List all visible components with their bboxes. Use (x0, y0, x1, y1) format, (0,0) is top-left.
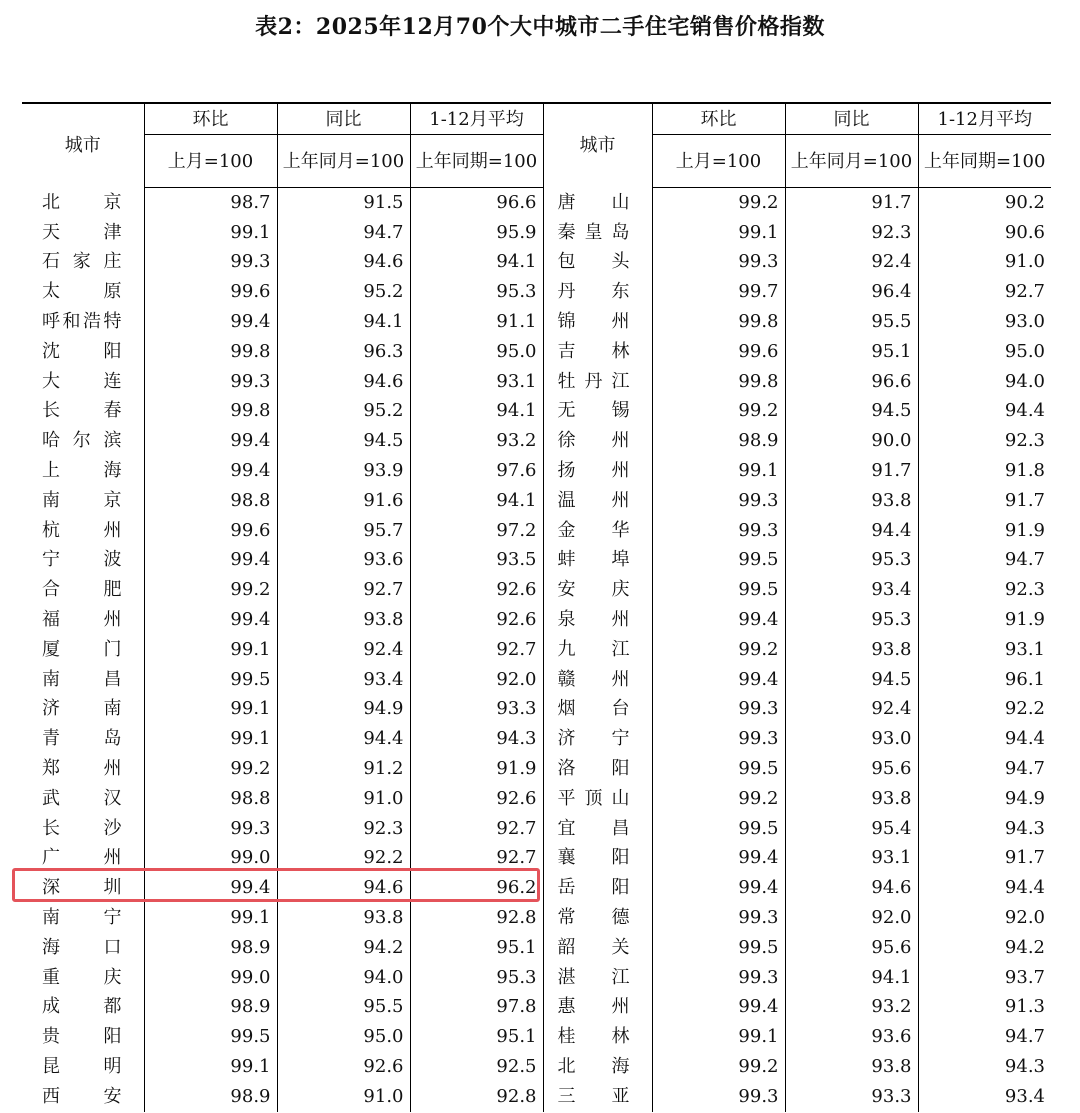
value-avg: 91.7 (918, 844, 1051, 874)
value-yoy: 95.3 (785, 546, 918, 576)
header-city-left: 城市 (22, 103, 144, 188)
value-avg: 90.6 (918, 218, 1051, 248)
value-mom: 99.3 (144, 248, 277, 278)
value-yoy: 91.7 (785, 188, 918, 218)
value-avg: 93.3 (410, 695, 543, 725)
value-yoy: 94.6 (277, 367, 410, 397)
value-mom: 99.1 (144, 1052, 277, 1082)
value-avg: 92.7 (410, 844, 543, 874)
value-avg: 94.3 (410, 724, 543, 754)
city-name: 青岛 (42, 728, 122, 750)
value-avg: 93.0 (918, 307, 1051, 337)
table-row (22, 426, 1051, 456)
value-yoy: 91.2 (277, 754, 410, 784)
city-name: 三亚 (543, 1082, 652, 1112)
value-avg: 92.0 (918, 903, 1051, 933)
city-name: 惠州 (543, 993, 652, 1023)
city-name: 金华 (543, 516, 652, 546)
city-name: 蚌埠 (543, 546, 652, 576)
table-row (22, 724, 1051, 754)
table-row (22, 903, 1051, 933)
value-yoy: 95.3 (785, 605, 918, 635)
value-avg: 95.3 (410, 277, 543, 307)
table-row (22, 635, 1051, 665)
value-mom: 99.8 (144, 337, 277, 367)
value-avg: 94.3 (918, 814, 1051, 844)
value-avg: 95.1 (410, 1022, 543, 1052)
value-avg: 94.9 (918, 784, 1051, 814)
value-mom: 98.9 (144, 933, 277, 963)
value-yoy: 96.3 (277, 337, 410, 367)
value-avg: 94.4 (918, 724, 1051, 754)
value-avg: 97.2 (410, 516, 543, 546)
value-avg: 92.5 (410, 1052, 543, 1082)
value-yoy: 95.4 (785, 814, 918, 844)
city-name: 哈尔滨 (42, 430, 122, 452)
value-mom: 99.4 (144, 456, 277, 486)
value-mom: 98.9 (652, 426, 785, 456)
city-name: 湛江 (543, 963, 652, 993)
value-yoy: 93.2 (785, 993, 918, 1023)
value-avg: 90.2 (918, 188, 1051, 218)
value-yoy: 96.4 (785, 277, 918, 307)
value-mom: 99.5 (652, 814, 785, 844)
price-index-table (22, 102, 1051, 1112)
value-yoy: 92.3 (277, 814, 410, 844)
value-mom: 99.3 (144, 367, 277, 397)
value-avg: 92.6 (410, 784, 543, 814)
city-name: 温州 (543, 486, 652, 516)
value-avg: 91.1 (410, 307, 543, 337)
value-yoy: 94.5 (277, 426, 410, 456)
header-mom-base-left: 上月=100 (144, 135, 277, 188)
value-yoy: 91.6 (277, 486, 410, 516)
value-mom: 99.6 (144, 277, 277, 307)
value-avg: 92.7 (918, 277, 1051, 307)
value-avg: 96.2 (410, 873, 543, 903)
value-yoy: 91.0 (277, 1082, 410, 1112)
value-avg: 91.8 (918, 456, 1051, 486)
value-yoy: 95.1 (785, 337, 918, 367)
city-name: 宁波 (42, 549, 122, 571)
value-yoy: 92.0 (785, 903, 918, 933)
value-avg: 94.1 (410, 248, 543, 278)
value-mom: 98.9 (144, 1082, 277, 1112)
value-mom: 99.8 (652, 367, 785, 397)
value-avg: 92.7 (410, 635, 543, 665)
city-name: 贵阳 (42, 1026, 122, 1048)
value-yoy: 95.5 (277, 993, 410, 1023)
city-name: 包头 (543, 248, 652, 278)
value-yoy: 93.8 (277, 903, 410, 933)
table-title: 表2：2025年12月70个大中城市二手住宅销售价格指数 (255, 14, 825, 40)
value-yoy: 94.1 (277, 307, 410, 337)
city-name: 长春 (42, 400, 122, 422)
table-row (22, 784, 1051, 814)
city-name: 长沙 (42, 817, 122, 839)
value-avg: 94.4 (918, 397, 1051, 427)
value-avg: 93.2 (410, 426, 543, 456)
table-row (22, 575, 1051, 605)
value-mom: 99.3 (652, 1082, 785, 1112)
city-name: 宜昌 (543, 814, 652, 844)
value-avg: 95.3 (410, 963, 543, 993)
table-row (22, 337, 1051, 367)
header-avg-left: 1-12月平均 (410, 103, 543, 135)
value-mom: 99.1 (144, 903, 277, 933)
city-name: 北海 (543, 1052, 652, 1082)
value-avg: 93.1 (918, 635, 1051, 665)
value-yoy: 94.0 (277, 963, 410, 993)
city-name: 成都 (42, 996, 122, 1018)
value-yoy: 93.8 (785, 1052, 918, 1082)
value-yoy: 93.8 (785, 784, 918, 814)
value-mom: 99.1 (144, 724, 277, 754)
city-name: 济宁 (543, 724, 652, 754)
value-mom: 99.4 (144, 307, 277, 337)
table-row (22, 695, 1051, 725)
value-avg: 91.7 (918, 486, 1051, 516)
value-yoy: 93.8 (785, 486, 918, 516)
value-yoy: 93.0 (785, 724, 918, 754)
city-name: 桂林 (543, 1022, 652, 1052)
value-yoy: 92.3 (785, 218, 918, 248)
table-row (22, 188, 1051, 218)
value-yoy: 91.0 (277, 784, 410, 814)
value-yoy: 92.6 (277, 1052, 410, 1082)
value-yoy: 94.5 (785, 665, 918, 695)
value-avg: 92.3 (918, 575, 1051, 605)
value-yoy: 94.6 (785, 873, 918, 903)
city-name: 秦皇岛 (543, 218, 652, 248)
table-row (22, 486, 1051, 516)
value-mom: 99.1 (652, 456, 785, 486)
value-avg: 92.6 (410, 575, 543, 605)
table-row (22, 367, 1051, 397)
value-mom: 99.0 (144, 963, 277, 993)
value-avg: 91.9 (410, 754, 543, 784)
table-row (22, 605, 1051, 635)
header-yoy-left: 同比 (277, 103, 410, 135)
value-avg: 95.0 (410, 337, 543, 367)
value-avg: 97.6 (410, 456, 543, 486)
value-avg: 95.9 (410, 218, 543, 248)
header-avg-base-left: 上年同期=100 (410, 135, 543, 188)
city-name: 锦州 (543, 307, 652, 337)
value-avg: 93.4 (918, 1082, 1051, 1112)
city-name: 烟台 (543, 695, 652, 725)
value-yoy: 93.4 (277, 665, 410, 695)
table-row (22, 546, 1051, 576)
value-yoy: 94.9 (277, 695, 410, 725)
value-yoy: 92.4 (277, 635, 410, 665)
value-avg: 91.9 (918, 516, 1051, 546)
value-avg: 93.7 (918, 963, 1051, 993)
table-body (22, 188, 1051, 1112)
city-name: 牡丹江 (543, 367, 652, 397)
city-name: 韶关 (543, 933, 652, 963)
value-mom: 99.5 (144, 1022, 277, 1052)
city-name: 吉林 (543, 337, 652, 367)
value-yoy: 94.4 (785, 516, 918, 546)
highlight-box-shenzhen (12, 868, 540, 902)
table-row (22, 397, 1051, 427)
value-avg: 94.0 (918, 367, 1051, 397)
value-yoy: 96.6 (785, 367, 918, 397)
value-mom: 99.1 (652, 1022, 785, 1052)
header-mom-right: 环比 (652, 103, 785, 135)
value-mom: 99.2 (652, 784, 785, 814)
table-row (22, 933, 1051, 963)
value-mom: 99.4 (652, 993, 785, 1023)
value-avg: 94.2 (918, 933, 1051, 963)
city-name: 天津 (42, 221, 122, 243)
value-avg: 92.0 (410, 665, 543, 695)
value-avg: 94.1 (410, 397, 543, 427)
city-name: 安庆 (543, 575, 652, 605)
header-city-right: 城市 (543, 103, 652, 188)
city-name: 石家庄 (42, 251, 122, 273)
value-mom: 99.8 (144, 397, 277, 427)
value-yoy: 95.2 (277, 397, 410, 427)
value-mom: 98.9 (144, 993, 277, 1023)
value-mom: 99.4 (144, 605, 277, 635)
value-yoy: 93.4 (785, 575, 918, 605)
city-name: 徐州 (543, 426, 652, 456)
city-name: 南昌 (42, 668, 122, 690)
value-mom: 99.7 (652, 277, 785, 307)
table-row (22, 307, 1051, 337)
city-name: 合肥 (42, 579, 122, 601)
value-yoy: 94.7 (277, 218, 410, 248)
value-mom: 99.4 (144, 426, 277, 456)
value-mom: 99.0 (144, 844, 277, 874)
table-row (22, 1022, 1051, 1052)
city-name: 洛阳 (543, 754, 652, 784)
value-yoy: 95.6 (785, 754, 918, 784)
value-avg: 92.8 (410, 903, 543, 933)
city-name: 岳阳 (543, 873, 652, 903)
value-mom: 99.1 (144, 635, 277, 665)
table-row (22, 814, 1051, 844)
city-name: 杭州 (42, 519, 122, 541)
city-name: 大连 (42, 370, 122, 392)
value-yoy: 95.0 (277, 1022, 410, 1052)
header-yoy-base-left: 上年同月=100 (277, 135, 410, 188)
value-avg: 94.7 (918, 1022, 1051, 1052)
header-mom-base-right: 上月=100 (652, 135, 785, 188)
city-name: 重庆 (42, 966, 122, 988)
value-mom: 99.2 (652, 397, 785, 427)
table-row (22, 277, 1051, 307)
value-avg: 92.6 (410, 605, 543, 635)
value-avg: 95.1 (410, 933, 543, 963)
value-yoy: 93.6 (785, 1022, 918, 1052)
value-avg: 96.6 (410, 188, 543, 218)
value-mom: 99.8 (652, 307, 785, 337)
value-mom: 99.5 (652, 546, 785, 576)
value-mom: 98.8 (144, 486, 277, 516)
city-name: 南宁 (42, 907, 122, 929)
city-name: 福州 (42, 609, 122, 631)
city-name: 呼和浩特 (42, 311, 122, 333)
value-mom: 99.5 (652, 754, 785, 784)
value-avg: 93.5 (410, 546, 543, 576)
value-yoy: 94.1 (785, 963, 918, 993)
value-mom: 99.3 (652, 903, 785, 933)
value-mom: 99.5 (144, 665, 277, 695)
value-yoy: 95.5 (785, 307, 918, 337)
value-mom: 99.1 (144, 695, 277, 725)
value-mom: 99.5 (652, 933, 785, 963)
value-avg: 94.4 (918, 873, 1051, 903)
header-yoy-base-right: 上年同月=100 (785, 135, 918, 188)
city-name: 泉州 (543, 605, 652, 635)
value-yoy: 90.0 (785, 426, 918, 456)
city-name: 沈阳 (42, 340, 122, 362)
table-row (22, 665, 1051, 695)
city-name: 南京 (42, 489, 122, 511)
value-yoy: 95.2 (277, 277, 410, 307)
value-avg: 92.3 (918, 426, 1051, 456)
table-row (22, 1052, 1051, 1082)
value-mom: 98.7 (144, 188, 277, 218)
city-name: 赣州 (543, 665, 652, 695)
value-mom: 99.3 (652, 486, 785, 516)
value-mom: 99.4 (144, 873, 277, 903)
price-index-table-frame (22, 102, 1046, 1113)
header-avg-base-right: 上年同期=100 (918, 135, 1051, 188)
table-row (22, 1082, 1051, 1112)
city-name: 平顶山 (543, 784, 652, 814)
value-mom: 99.3 (652, 963, 785, 993)
value-avg: 92.7 (410, 814, 543, 844)
value-avg: 92.2 (918, 695, 1051, 725)
value-yoy: 94.5 (785, 397, 918, 427)
value-mom: 99.3 (652, 695, 785, 725)
value-yoy: 93.1 (785, 844, 918, 874)
value-mom: 99.4 (144, 546, 277, 576)
city-name: 丹东 (543, 277, 652, 307)
value-yoy: 95.6 (785, 933, 918, 963)
city-name: 襄阳 (543, 844, 652, 874)
value-yoy: 93.8 (785, 635, 918, 665)
city-name: 厦门 (42, 638, 122, 660)
value-mom: 99.4 (652, 844, 785, 874)
value-mom: 99.1 (652, 218, 785, 248)
city-name: 郑州 (42, 758, 122, 780)
value-yoy: 93.6 (277, 546, 410, 576)
value-mom: 99.2 (652, 188, 785, 218)
city-name: 武汉 (42, 787, 122, 809)
city-name: 九江 (543, 635, 652, 665)
city-name: 北京 (42, 191, 122, 213)
value-avg: 94.3 (918, 1052, 1051, 1082)
value-mom: 99.2 (652, 635, 785, 665)
value-avg: 91.0 (918, 248, 1051, 278)
value-mom: 99.3 (144, 814, 277, 844)
value-yoy: 93.3 (785, 1082, 918, 1112)
value-yoy: 95.7 (277, 516, 410, 546)
value-mom: 99.3 (652, 724, 785, 754)
header-yoy-right: 同比 (785, 103, 918, 135)
value-yoy: 92.2 (277, 844, 410, 874)
value-avg: 92.8 (410, 1082, 543, 1112)
value-yoy: 92.4 (785, 248, 918, 278)
value-mom: 98.8 (144, 784, 277, 814)
city-name: 西安 (42, 1085, 122, 1107)
table-row (22, 516, 1051, 546)
city-name: 太原 (42, 281, 122, 303)
value-mom: 99.6 (652, 337, 785, 367)
city-name: 深圳 (42, 877, 122, 899)
value-yoy: 91.5 (277, 188, 410, 218)
value-mom: 99.4 (652, 665, 785, 695)
value-yoy: 92.4 (785, 695, 918, 725)
value-mom: 99.3 (652, 248, 785, 278)
table-row (22, 993, 1051, 1023)
value-mom: 99.5 (652, 575, 785, 605)
value-mom: 99.1 (144, 218, 277, 248)
value-mom: 99.4 (652, 873, 785, 903)
value-mom: 99.2 (144, 754, 277, 784)
city-name: 上海 (42, 460, 122, 482)
city-name: 无锡 (543, 397, 652, 427)
value-yoy: 94.6 (277, 873, 410, 903)
header-avg-right: 1-12月平均 (918, 103, 1051, 135)
value-mom: 99.3 (652, 516, 785, 546)
value-avg: 95.0 (918, 337, 1051, 367)
city-name: 广州 (42, 847, 122, 869)
value-mom: 99.4 (652, 605, 785, 635)
value-mom: 99.6 (144, 516, 277, 546)
city-name: 海口 (42, 936, 122, 958)
value-avg: 93.1 (410, 367, 543, 397)
table-row (22, 218, 1051, 248)
value-avg: 96.1 (918, 665, 1051, 695)
value-yoy: 94.4 (277, 724, 410, 754)
value-yoy: 92.7 (277, 575, 410, 605)
value-mom: 99.2 (144, 575, 277, 605)
value-avg: 94.1 (410, 486, 543, 516)
value-mom: 99.2 (652, 1052, 785, 1082)
value-yoy: 94.6 (277, 248, 410, 278)
value-yoy: 91.7 (785, 456, 918, 486)
table-row (22, 248, 1051, 278)
value-yoy: 94.2 (277, 933, 410, 963)
value-avg: 94.7 (918, 754, 1051, 784)
value-yoy: 93.9 (277, 456, 410, 486)
city-name: 昆明 (42, 1056, 122, 1077)
header-mom-left: 环比 (144, 103, 277, 135)
value-avg: 97.8 (410, 993, 543, 1023)
city-name: 常德 (543, 903, 652, 933)
table-row (22, 456, 1051, 486)
city-name: 济南 (42, 698, 122, 720)
city-name: 扬州 (543, 456, 652, 486)
table-row (22, 963, 1051, 993)
value-avg: 91.3 (918, 993, 1051, 1023)
value-avg: 91.9 (918, 605, 1051, 635)
table-row (22, 754, 1051, 784)
value-avg: 94.7 (918, 546, 1051, 576)
value-yoy: 93.8 (277, 605, 410, 635)
city-name: 唐山 (543, 188, 652, 218)
